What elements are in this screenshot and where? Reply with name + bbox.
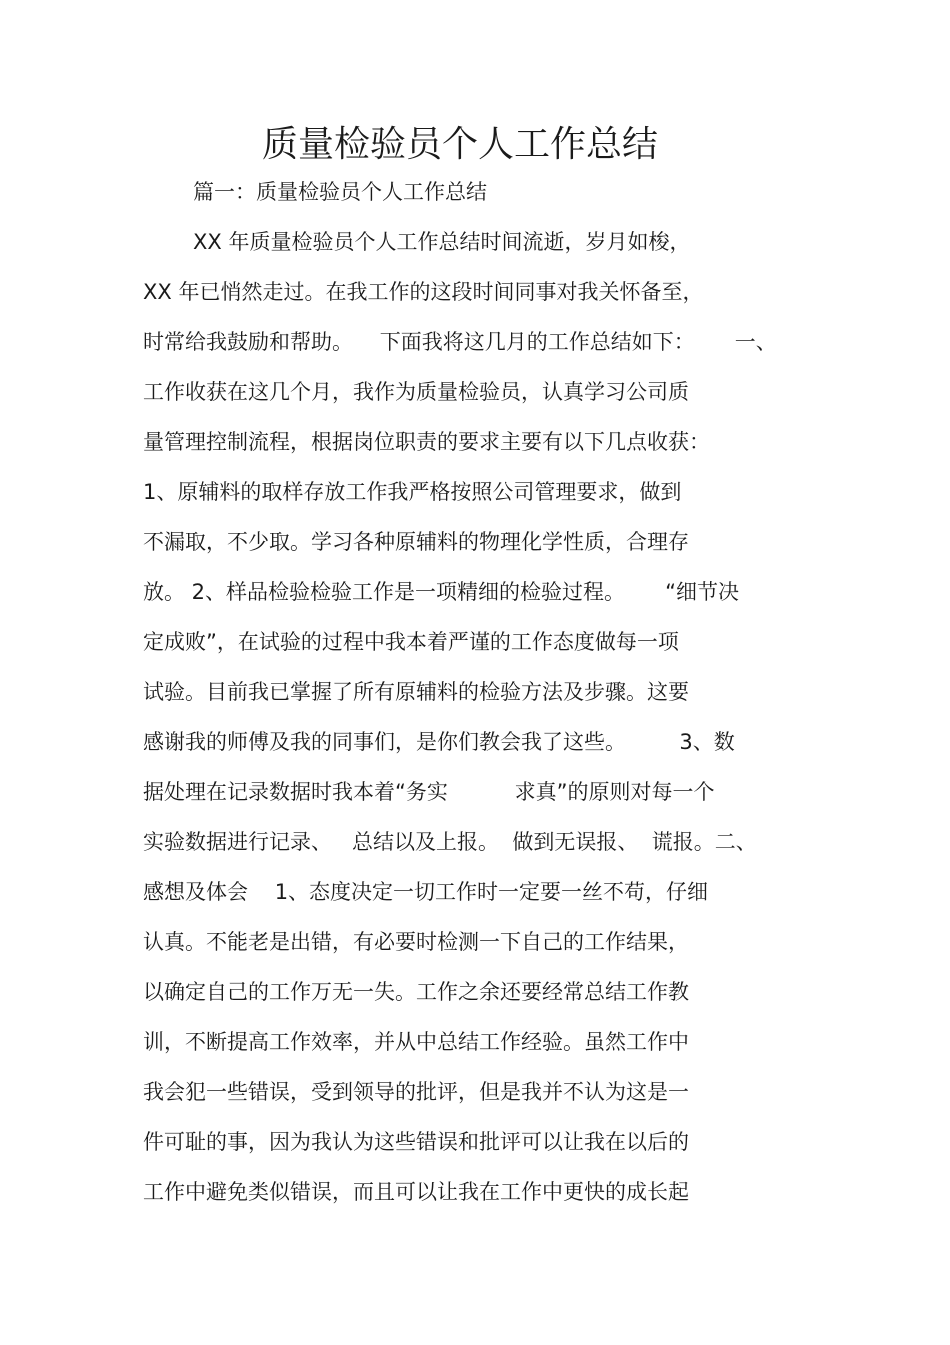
text-line: 工作收获在这几个月，我作为质量检验员，认真学习公司质 xyxy=(143,380,689,404)
text-line: 以确定自己的工作万无一失。工作之余还要经常总结工作教 xyxy=(143,980,689,1004)
text-line: 训，不断提高工作效率，并从中总结工作经验。虽然工作中 xyxy=(143,1030,689,1054)
text-line: 量管理控制流程，根据岗位职责的要求主要有以下几点收获： xyxy=(143,430,710,454)
text-line: 认真。不能老是出错，有必要时检测一下自己的工作结果， xyxy=(143,930,689,954)
document-title: 质量检验员个人工作总结 xyxy=(261,124,658,165)
text-line: 试验。目前我已掌握了所有原辅料的检验方法及步骤。这要 xyxy=(143,680,689,704)
text-line: 感想及体会 1、态度决定一切工作时一定要一丝不苟，仔细 xyxy=(143,880,709,904)
text-line: 不漏取，不少取。学习各种原辅料的物理化学性质，合理存 xyxy=(143,530,689,554)
text-line: 时常给我鼓励和帮助。 下面我将这几月的工作总结如下： 一、 xyxy=(143,330,777,354)
text-line: XX 年已悄然走过。在我工作的这段时间同事对我关怀备至， xyxy=(143,280,704,304)
text-line: 实验数据进行记录、 总结以及上报。 做到无误报、 谎报。二、 xyxy=(143,830,757,854)
text-line: 1、原辅料的取样存放工作我严格按照公司管理要求，做到 xyxy=(143,480,682,504)
text-line: XX 年质量检验员个人工作总结时间流逝，岁月如梭， xyxy=(193,230,691,254)
text-line: 感谢我的师傅及我的同事们，是你们教会我了这些。 3、数 xyxy=(143,730,735,754)
text-line: 工作中避免类似错误，而且可以让我在工作中更快的成长起 xyxy=(143,1180,689,1204)
text-line: 件可耻的事，因为我认为这些错误和批评可以让我在以后的 xyxy=(143,1130,689,1154)
text-line: 篇一：质量检验员个人工作总结 xyxy=(193,180,487,204)
text-line: 据处理在记录数据时我本着“务实 求真”的原则对每一个 xyxy=(143,780,715,804)
text-line: 放。 2、样品检验检验工作是一项精细的检验过程。 “细节决 xyxy=(143,580,739,604)
text-line: 我会犯一些错误，受到领导的批评，但是我并不认为这是一 xyxy=(143,1080,689,1104)
text-line: 定成败”，在试验的过程中我本着严谨的工作态度做每一项 xyxy=(143,630,679,654)
